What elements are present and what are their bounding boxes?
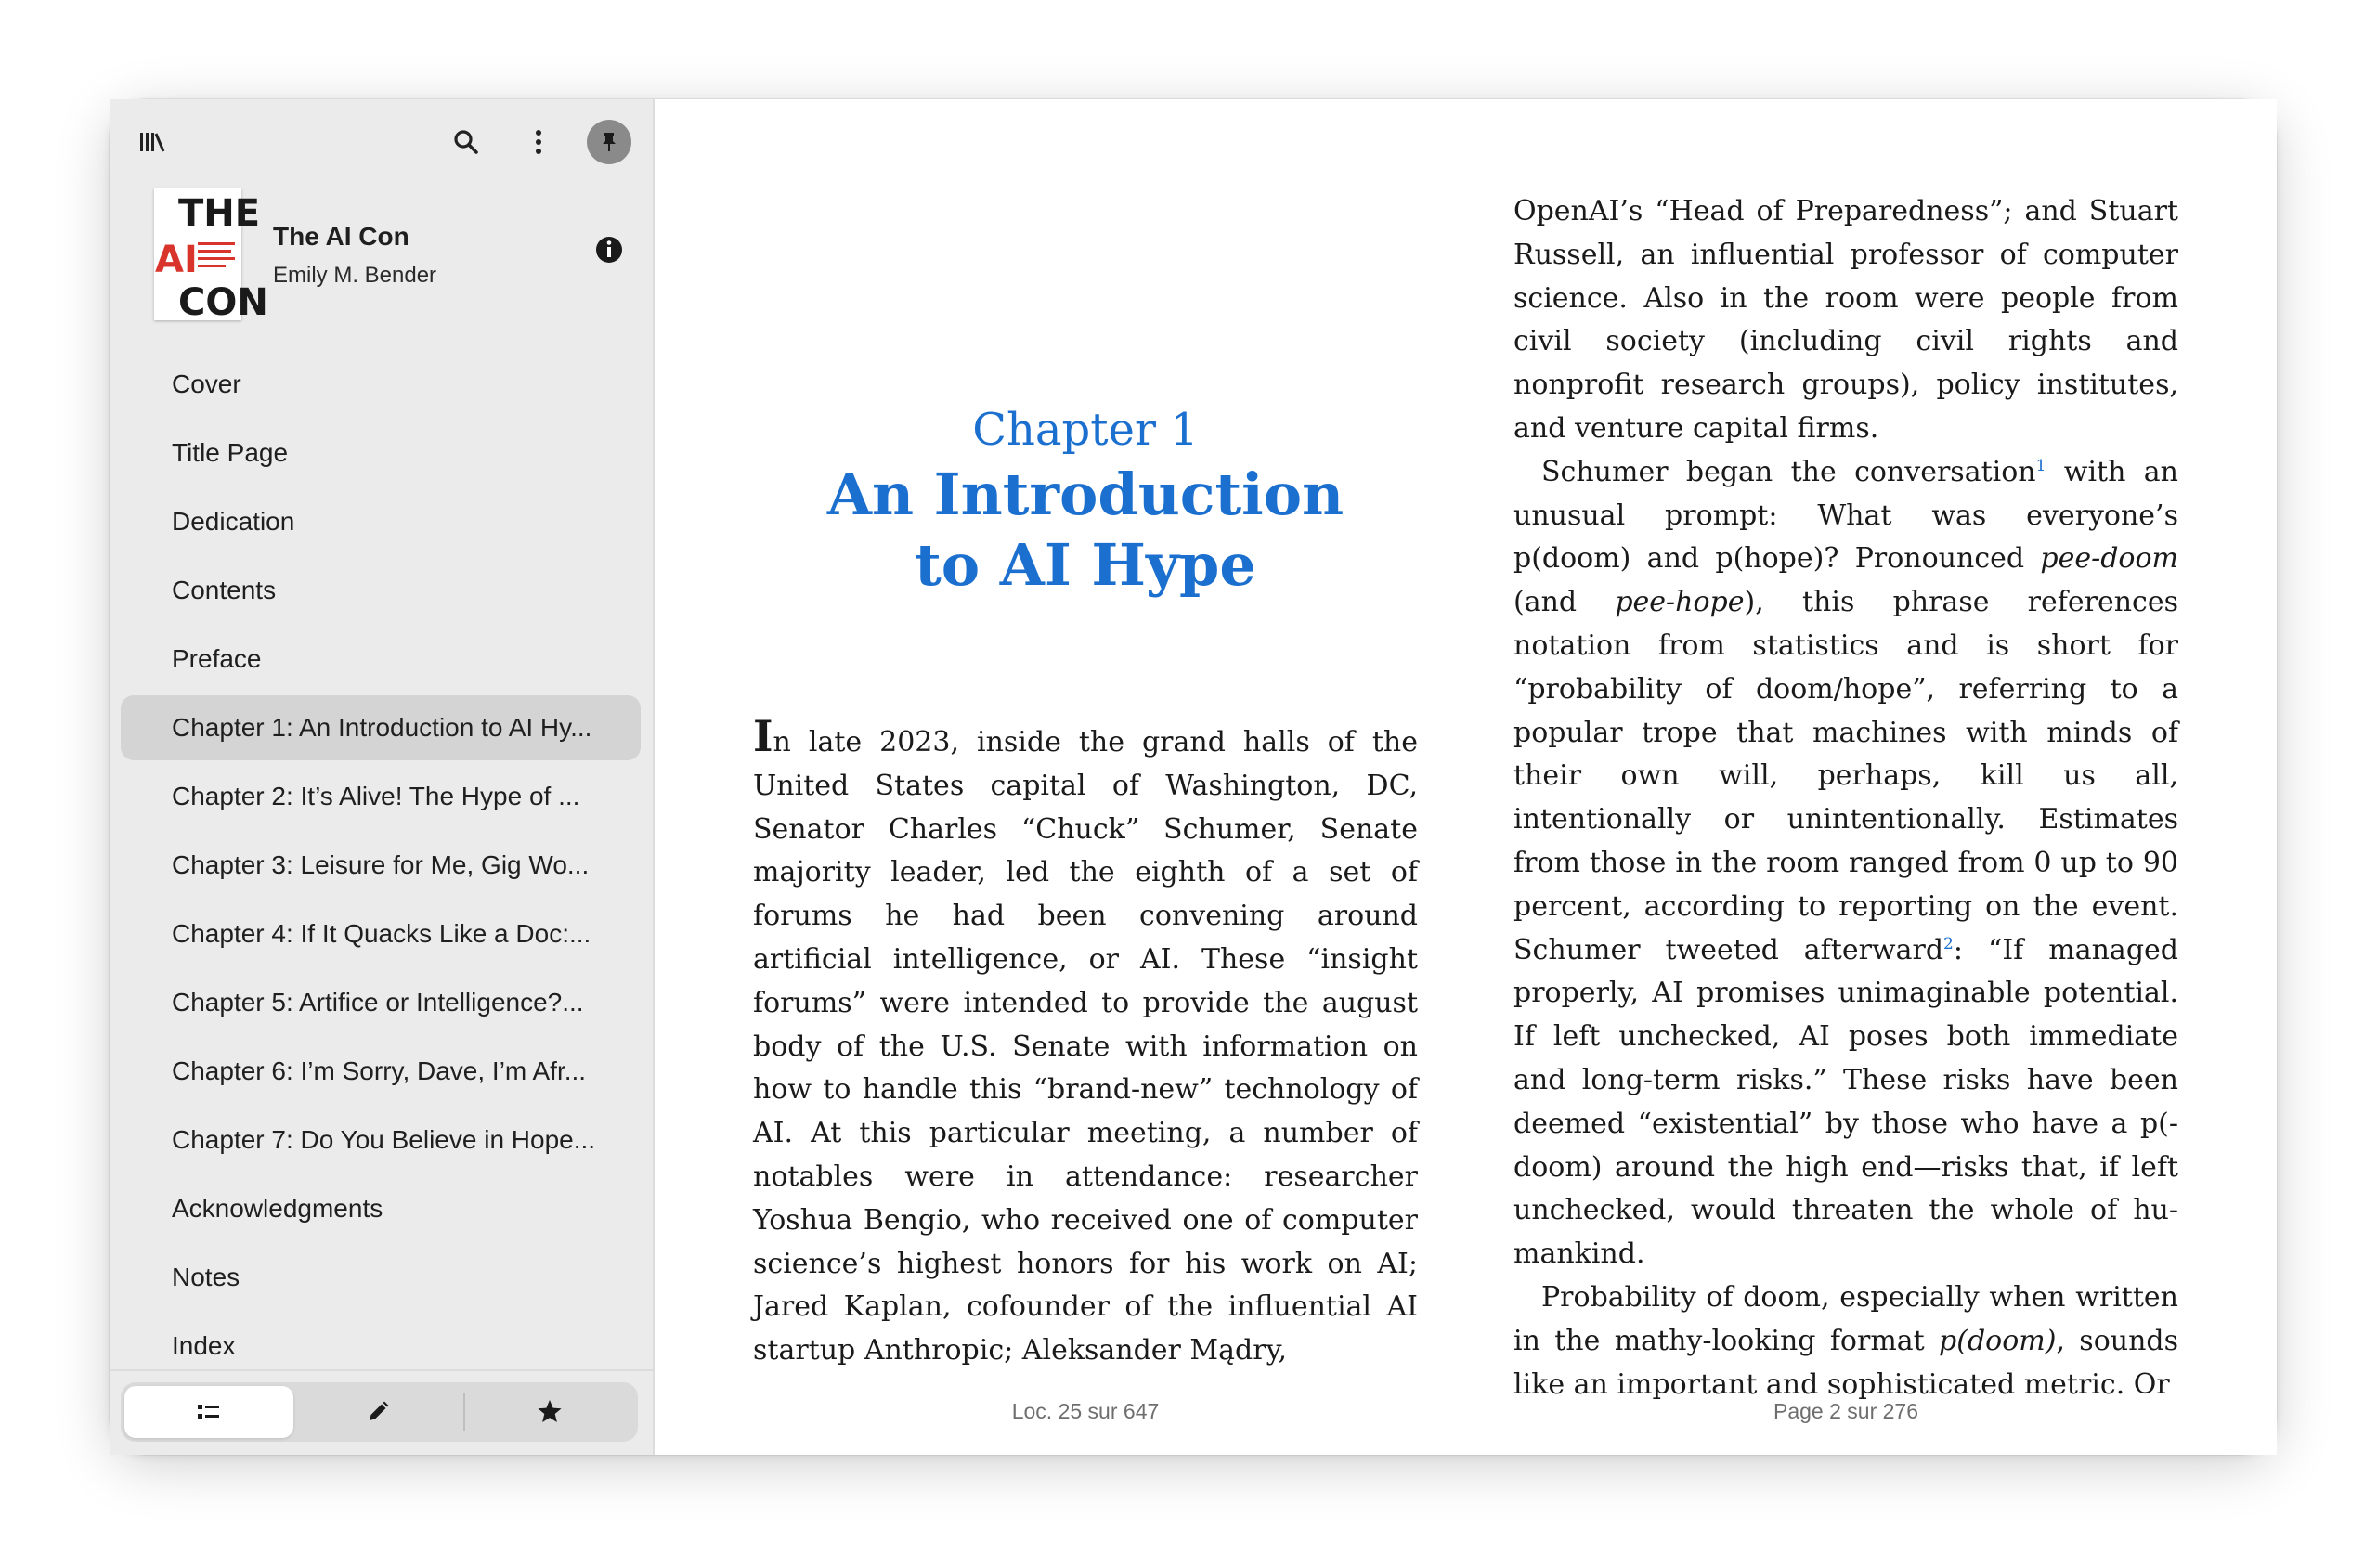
chapter-number: Chapter 1: [972, 404, 1199, 456]
pin-sidebar-button[interactable]: [587, 120, 631, 164]
more-vertical-icon: [523, 126, 554, 158]
right-paragraph-2: [1513, 451, 2178, 1276]
toc-item-index[interactable]: Index: [172, 1331, 236, 1360]
cover-text-con: CON: [178, 281, 268, 324]
right-page: [1513, 99, 2178, 1455]
right-page-text: [1513, 190, 2178, 1406]
page-status: Page 2 sur 276: [1773, 1399, 1918, 1423]
star-icon: [535, 1397, 565, 1427]
tab-contents[interactable]: [124, 1386, 293, 1438]
list-icon: [195, 1398, 223, 1426]
sidebar-toolbar: [110, 99, 653, 183]
pencil-icon: [364, 1398, 392, 1426]
toc-item-chapter-6[interactable]: Chapter 6: I’m Sorry, Dave, I’m Afr...: [172, 1056, 587, 1085]
toc-item-chapter-4[interactable]: Chapter 4: If It Quacks Like a Doc:...: [172, 919, 591, 948]
book-header: [154, 188, 637, 323]
search-button[interactable]: [442, 118, 490, 166]
toc-item-cover[interactable]: Cover: [172, 369, 241, 398]
location-status: Loc. 25 sur 647: [1011, 1399, 1160, 1423]
left-page-paragraph: n late 2023, inside the grand halls of the United States capital of Washington, DC, Senator Charles “Chuck” Schumer, Senate majority leader, led the eighth of a set of forums he had been convening around artificial intelligence, or AI. These “insight forums” were intended to provide the august body of the U.S. Senate with information on how to handle this “brand-new” technology of AI. At this particular meeting, a number of notables were in attendance: researcher Yoshua Bengio, who received one of computer science’s highest honors for his work on AI; Jared Kaplan, cofounder of the influential AI startup Anthropic; Aleksander Mądry,: [753, 726, 1418, 1367]
library-button[interactable]: [128, 118, 176, 166]
tab-annotations[interactable]: [293, 1386, 462, 1438]
pin-icon: [597, 130, 621, 154]
p3-text-b: , sounds like an important and sophisticated metric. Or: [1513, 1324, 2178, 1401]
right-paragraph-3: [1513, 1276, 2178, 1406]
tab-bookmarks[interactable]: [465, 1386, 634, 1438]
toc-item-chapter-3[interactable]: Chapter 3: Leisure for Me, Gig Wo...: [172, 850, 590, 879]
chapter-title-line-2: to AI Hype: [915, 531, 1256, 599]
toc-item-chapter-1[interactable]: Chapter 1: An Introduction to AI Hy...: [121, 695, 641, 760]
p2-text-a: Schumer began the conversation: [1541, 455, 2036, 488]
sidebar-tabs: [121, 1382, 638, 1442]
more-menu-button[interactable]: [514, 118, 563, 166]
p2-text-c: (and: [1513, 586, 1616, 619]
p2-text-d: ), this phrase references notation from statistics and is short for “probability of doom/hope”, referring to a popular trope that machines with minds of their own will, perhaps, kill us all, intentionally or unintentionally. Estimates from those in the room ranged from 0 up to 90 percent, according to reporting on the event. Schumer tweeted afterward: [1513, 586, 2178, 966]
chapter-heading: [753, 400, 1418, 601]
p3-text-a: Probability of doom, especially when written in the mathy-looking format: [1513, 1280, 2178, 1357]
cover-text-ai: AI: [155, 239, 198, 281]
toc-item-contents[interactable]: Contents: [172, 576, 277, 604]
sidebar-divider: [110, 1369, 653, 1371]
p2-text-e: : “If managed properly, AI promises unimaginable potential. If left unchecked, AI poses both immediate and long-term risks.” These risks have been deemed “existential” by those who have a p(-doom) around the high end—risks that, if left unchecked, would threaten the whole of humankind.: [1513, 933, 2178, 1271]
p2-italic-pee-doom: pee-doom: [2040, 542, 2178, 576]
table-of-contents: [121, 352, 641, 1382]
toc-item-acknowledgments[interactable]: Acknowledgments: [172, 1194, 383, 1223]
toc-item-chapter-5[interactable]: Chapter 5: Artifice or Intelligence?...: [172, 988, 584, 1017]
chapter-title-line-1: An Introduction: [826, 460, 1344, 528]
search-icon: [450, 126, 482, 158]
sidebar: [110, 99, 655, 1455]
p3-italic-pdoom: p(doom): [1939, 1324, 2057, 1357]
footnote-2-link[interactable]: 2: [1943, 934, 1954, 953]
p2-text-b: with an unusual prompt: What was everyone’s p(doom) and p(hope)? Pronounced: [1513, 455, 2178, 576]
left-page-text: [753, 711, 1418, 1373]
toc-item-chapter-2[interactable]: Chapter 2: It’s Alive! The Hype of ...: [172, 782, 580, 810]
toc-item-dedication[interactable]: Dedication: [172, 507, 295, 536]
reader-window: [110, 99, 2277, 1455]
toc-item-notes[interactable]: Notes: [172, 1263, 240, 1291]
p2-italic-pee-hope: pee-hope: [1615, 586, 1745, 619]
left-page: [753, 99, 1418, 1455]
right-paragraph-1: OpenAI’s “Head of Preparedness”; and Stuart Russell, an influential professor of computer science. Also in the room were people from civil society (including civil rights and nonprofit research groups), policy institutes, and venture capital firms.: [1513, 195, 2178, 445]
book-author: Emily M. Bender: [273, 263, 437, 288]
book-cover[interactable]: [154, 188, 268, 324]
toc-item-preface[interactable]: Preface: [172, 644, 262, 673]
book-info-button[interactable]: [592, 233, 626, 266]
toc-item-title-page[interactable]: Title Page: [172, 438, 289, 467]
reading-area[interactable]: [655, 99, 2277, 1455]
toc-item-chapter-7[interactable]: Chapter 7: Do You Believe in Hope...: [172, 1125, 596, 1154]
footnote-1-link[interactable]: 1: [2035, 456, 2046, 475]
library-icon: [136, 126, 168, 158]
info-icon: [592, 233, 626, 266]
book-title: The AI Con: [273, 222, 409, 251]
drop-cap: I: [753, 711, 773, 761]
cover-text-the: THE: [178, 192, 261, 235]
